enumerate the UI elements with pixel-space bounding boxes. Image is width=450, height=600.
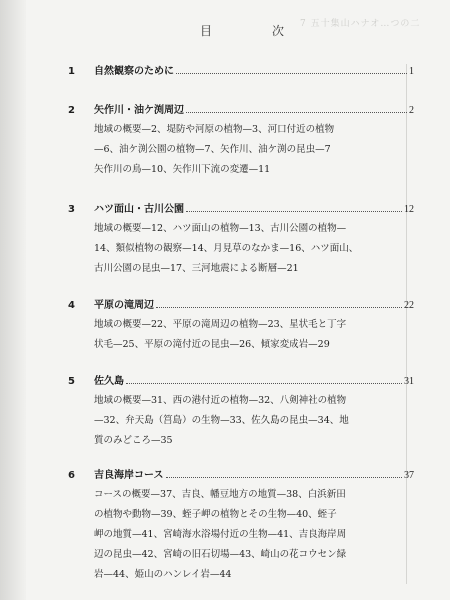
contents-line: 岬の地質—41、宮崎海水浴場付近の生物—41、吉良海岸周 (94, 529, 347, 540)
entry-contents (94, 315, 414, 355)
leader-dots (176, 73, 407, 74)
contents-line: 辺の昆虫—42、宮崎の旧石切場—43、崎山の花コウセン緑 (94, 549, 347, 560)
entry-number: 3 (68, 204, 75, 215)
contents-line: 矢作川の鳥—10、矢作川下流の変遷—11 (94, 164, 271, 175)
contents-line: の植物や動物—39、蛭子岬の植物とその生物—40、蛭子 (94, 509, 337, 520)
leader-dots (166, 477, 403, 478)
page-title: 目 次 (200, 24, 309, 38)
contents-line: 古川公園の昆虫—17、三河地震による断層—21 (94, 263, 299, 274)
contents-line: 質のみどころ—35 (94, 435, 173, 446)
leader-dots (186, 211, 402, 212)
entry-contents (94, 391, 414, 451)
contents-line: コースの概要—37、吉良、幡豆地方の地質—38、白浜新田 (94, 489, 346, 500)
contents-line: 状毛—25、平原の滝付近の昆虫—26、傾家変成岩—29 (94, 339, 330, 350)
entry-number: 1 (68, 66, 75, 77)
entry-title: 吉良海岸コース (94, 470, 164, 481)
running-head-bleed: 7 五十集山ハナオ…つの二 (300, 19, 421, 29)
entry-contents (94, 219, 414, 279)
entry-contents (94, 120, 414, 180)
entry-number: 5 (68, 376, 75, 387)
entry-page: 22 (404, 300, 414, 311)
toc-entry-2 (68, 101, 414, 180)
entry-number: 2 (68, 105, 75, 116)
contents-line: 地域の概要—2、堤防や河原の植物—3、河口付近の植物 (94, 124, 335, 135)
entry-title: 自然観察のために (94, 66, 174, 77)
leader-dots (126, 383, 402, 384)
entry-title: 平原の滝周辺 (94, 300, 154, 311)
entry-title: 矢作川・油ケ渕周辺 (94, 105, 184, 116)
leader-dots (186, 112, 407, 113)
contents-line: —6、油ケ渕公園の植物—7、矢作川、油ケ渕の昆虫—7 (94, 144, 331, 155)
entry-number: 4 (68, 300, 75, 311)
page-gutter (0, 0, 26, 600)
entry-page: 1 (409, 66, 414, 77)
contents-line: —32、弁天島（筥島）の生物—33、佐久島の昆虫—34、地 (94, 415, 349, 426)
entry-contents (94, 485, 414, 585)
leader-dots (156, 307, 402, 308)
contents-line: 14、類似植物の観察—14、月見草のなかま—16、ハツ面山、 (94, 243, 359, 254)
toc-entry-6 (68, 466, 414, 585)
entry-title: 佐久島 (94, 376, 124, 387)
contents-line: 地域の概要—22、平原の滝周辺の植物—23、星状毛と丁字 (94, 319, 347, 330)
entry-page: 31 (404, 376, 414, 387)
contents-line: 地域の概要—31、西の港付近の植物—32、八剣神社の植物 (94, 395, 347, 406)
toc-entry-3 (68, 200, 414, 279)
entry-page: 2 (409, 105, 414, 116)
toc-entry-5 (68, 372, 414, 451)
toc-entry-4 (68, 296, 414, 355)
contents-line: 岩—44、姫山のハンレイ岩—44 (94, 569, 232, 580)
entry-page: 37 (404, 470, 414, 481)
entry-number: 6 (68, 470, 75, 481)
entry-title: ハツ面山・古川公園 (94, 204, 184, 215)
entry-page: 12 (404, 204, 414, 215)
toc-entry-1 (68, 62, 414, 78)
contents-line: 地域の概要—12、ハツ面山の植物—13、古川公園の植物— (94, 223, 347, 234)
